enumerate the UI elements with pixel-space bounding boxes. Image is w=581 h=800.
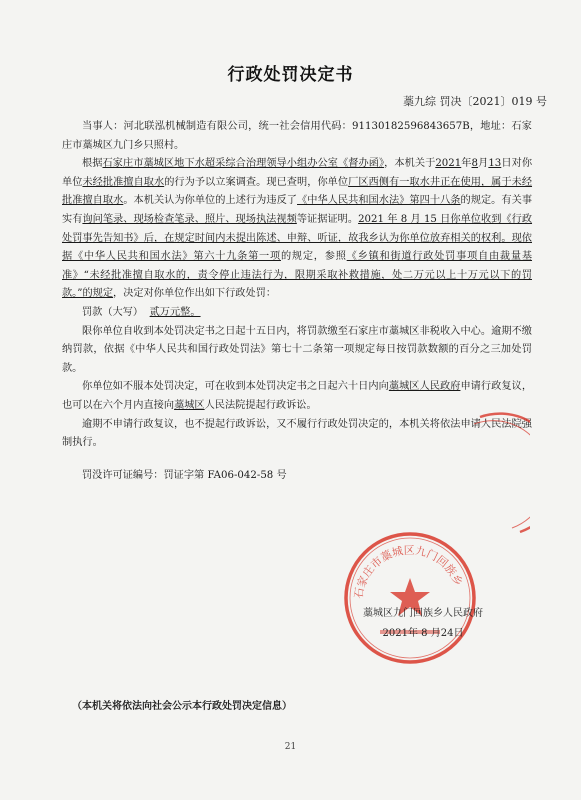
enforcement-text: 逾期不申请行政复议，也不提起行政诉讼，又不履行行政处罚决定的，本机关将依法申请人民法院强制执行 (62, 418, 532, 449)
fine-label: 罚款（大写） (82, 306, 144, 318)
appeal-text: 人民法院提起行政诉讼。 (204, 399, 317, 411)
document-number: 藁九综 罚决〔2021〕019 号 (403, 95, 547, 108)
facts-source: 石家庄市藁城区地下水超采综合治理领导小组办公室《督办函》 (102, 158, 385, 170)
facts-text: 的行为予以立案调查。现已查明，你单位 (164, 176, 349, 188)
facts-text: 月 (478, 158, 489, 170)
facts-text: 的规定，参照 (280, 251, 347, 263)
document-body (62, 118, 532, 485)
enforcement-paragraph (62, 416, 532, 453)
payment-paragraph: 限你单位自收到本处罚决定书之日起十五日内，将罚款缴至石家庄市藁城区非税收入中心。逾期不缴纳罚款，依据《中华人民共和国行政处罚法》第七十二条第一项规定每日按罚款数额的百分之三加处罚款。 (62, 325, 532, 374)
facts-year: 2021 (435, 158, 462, 170)
facts-behavior: 未经批准擅自取水 (82, 176, 165, 188)
facts-notice: 2021 年 8 月 15 日你单位收到《行政处罚事先告知书》后，在规定时间内未提出陈述、申辩、听证，故我乡认为你单位放弃相关的权利 (62, 213, 533, 244)
issuing-authority: 藁城区九门回族乡人民政府 (363, 608, 483, 619)
facts-day: 13 (488, 158, 502, 170)
facts-basis: 。现依据《中华人民共和国水法》第六十九条第一项 (62, 232, 532, 263)
facts-text: 年 (461, 158, 472, 170)
facts-month: 8 (471, 158, 479, 170)
facts-evidence: 询问笔录、现场检查笔录、照片、现场执法视频 (82, 213, 297, 225)
facts-text: 。本机关认为你单位的上述行为违反了 (123, 195, 298, 207)
enforcement-end: 。 (92, 437, 103, 449)
fine-line (62, 304, 532, 323)
permit-number: 罚没许可证编号：罚证字第 FA06-042-58 号 (82, 469, 287, 481)
signature-block (353, 604, 493, 644)
party-paragraph: 当事人：河北联泓机械制造有限公司，统一社会信用代码：91130182596843657B，地址：石家庄市藁城区九门乡只照村。 (62, 121, 532, 151)
appeal-paragraph (62, 378, 532, 415)
facts-text: 根据 (82, 158, 103, 170)
public-notice: （本机关将依法向社会公示本行政处罚决定信息） (72, 701, 292, 712)
facts-text: 等证据证明。 (296, 213, 359, 225)
facts-paragraph (62, 155, 532, 304)
facts-text: 的规定。有关事实有 (62, 195, 533, 225)
facts-text: ，决定对你单位作出如下行政处罚： (113, 288, 277, 300)
facts-finding: 厂区西侧有一取水井正在使用，属于未经批准擅自取水 (62, 176, 533, 207)
appeal-authority: 藁城区人民政府 (388, 381, 461, 393)
facts-standard: 《乡镇和街道行政处罚事项自由裁量基准》“未经批准擅自取水的，责令停止违法行为，限期采取补救措施，处二万元以上十万元以下的罚款。”的规定 (62, 251, 533, 300)
appeal-court: 藁城区 (174, 399, 205, 411)
issue-date: 2021年 8 月24日 (382, 628, 464, 639)
facts-text: ，本机关于 (384, 158, 436, 170)
svg-text:石家庄市藁城区九门回族乡: 石家庄市藁城区九门回族乡 (351, 543, 465, 600)
page-number: 21 (284, 742, 297, 752)
partial-seal-graphic (470, 412, 530, 542)
official-seal-graphic (340, 528, 480, 668)
document-title: 行政处罚决定书 (227, 65, 354, 85)
facts-text: 日对你单位 (62, 158, 533, 188)
appeal-text: 你单位如不服本处罚决定，可在收到本处罚决定书之日起六十日内向 (82, 381, 389, 393)
fine-amount: 贰万元整。 (149, 306, 201, 318)
appeal-text: 申请行政复议，也可以在六个月内直接向 (62, 381, 533, 411)
facts-law: 《中华人民共和国水法》第四十八条 (297, 195, 461, 207)
